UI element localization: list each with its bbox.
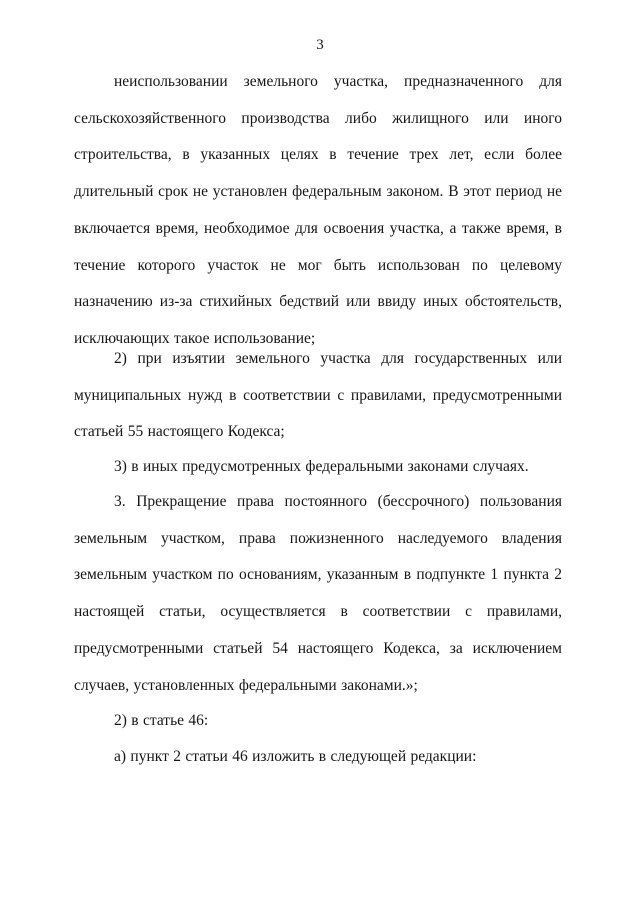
paragraph-article-46: 2) в статье 46: — [114, 712, 209, 729]
paragraph-continuation: неиспользовании земельного участка, предназначенного для сельскохозяйственного производства либо жилищного или иного строительства, в указанных целях в течение трех лет, если более длительный срок не установлен федеральным законом. В этот период не включается время, необходимое для освоения участка, а также время, в течение которого участок не мог быть использован по целевому назначению из-за стихийных бедствий или ввиду иных обстоятельств, исключающих такое использование; — [74, 73, 562, 347]
page-number: 3 — [316, 37, 324, 53]
paragraph-amendment-a: а) пункт 2 статьи 46 изложить в следующей редакции: — [114, 748, 477, 765]
paragraph-clause-3: 3. Прекращение права постоянного (бессрочного) пользования земельным участком, права пожизненного наследуемого владения земельным участком по основаниям, указанным в подпункте 1 пункта 2 настоящей статьи, осуществляется в соответствии с правилами, предусмотренными статьей 54 настоящего Кодекса, за исключением случаев, установленных федеральными законами.»; — [74, 493, 562, 694]
paragraph-item-2: 2) при изъятии земельного участка для государственных или муниципальных нужд в соответствии с правилами, предусмотренными статьей 55 настоящего Кодекса; — [74, 350, 562, 441]
paragraph-item-3: 3) в иных предусмотренных федеральными законами случаях. — [114, 458, 529, 475]
